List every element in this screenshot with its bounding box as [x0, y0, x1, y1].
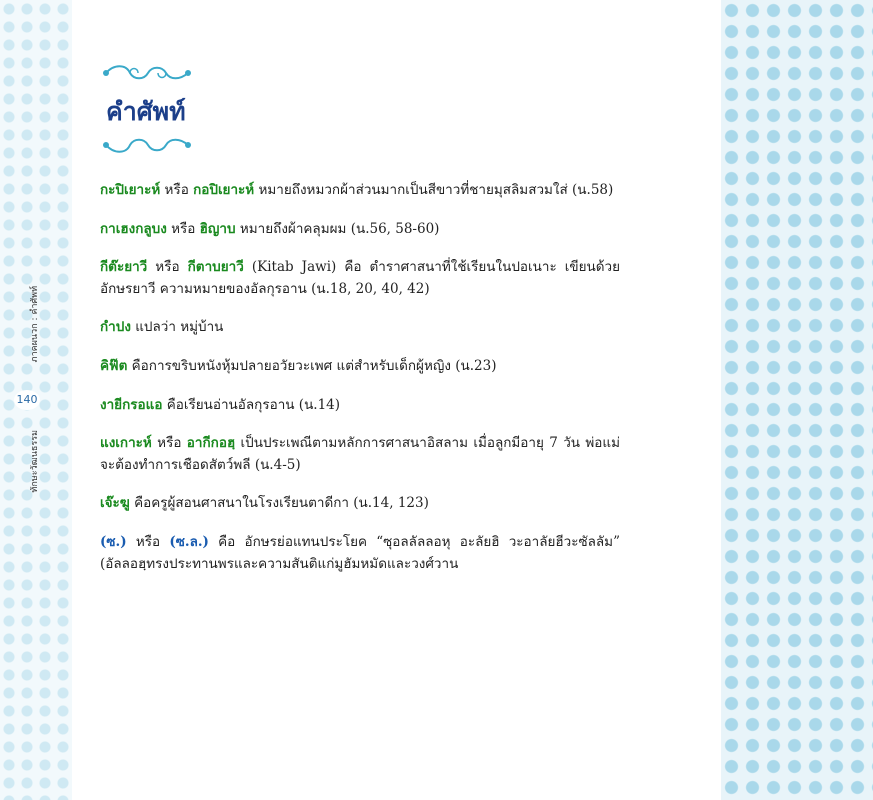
glossary-entry: [100, 532, 620, 575]
glossary-entry: [100, 180, 620, 202]
term: กำปง: [100, 319, 131, 336]
glossary-entry: [100, 493, 620, 515]
term-alt: อากีกอฮฺ: [186, 435, 236, 452]
definition: คือเรียนอ่านอัลกุรอาน (น.14): [162, 396, 341, 413]
term-separator: หรือ: [160, 182, 194, 198]
term-separator: หรือ: [147, 259, 188, 276]
term-separator: หรือ: [126, 533, 170, 550]
term: งายีกรอแอ: [100, 396, 163, 413]
definition: หมายถึงหมวกผ้าส่วนมากเป็นสีขาวที่ชายมุสลิมสวมใส่ (น.58): [254, 182, 614, 198]
definition: คือครูผู้สอนศาสนาในโรงเรียนตาดีกา (น.14, 123): [129, 495, 429, 512]
term-alt: กีตาบยาวี: [187, 259, 244, 276]
term: กีต๊ะยาวี: [100, 259, 148, 276]
term-separator: หรือ: [166, 220, 200, 237]
term: กะปิเยาะห์: [100, 182, 161, 198]
page-title: คำศัพท์: [106, 97, 186, 126]
definition: หมายถึงผ้าคลุมผม (น.56, 58-60): [235, 220, 440, 237]
pattern-fade: [683, 0, 723, 800]
glossary-entry: [100, 257, 620, 300]
ornament-bottom-icon: [100, 134, 196, 156]
glossary-entry: [100, 395, 620, 417]
term-alt: กอปิเยาะห์: [193, 182, 255, 198]
ornament-top-icon: [100, 62, 196, 84]
glossary-entry: [100, 219, 620, 241]
term: กาเฮงกลูบง: [100, 220, 167, 237]
page-number: 140: [14, 390, 40, 410]
term-alt: ฮิญาบ: [199, 220, 236, 237]
heading-block: [100, 62, 200, 162]
term: เจ๊ะฆู: [100, 495, 130, 512]
right-border-pattern: [721, 0, 873, 800]
glossary-entry: [100, 317, 620, 339]
glossary-entry: [100, 433, 620, 476]
term-alt: (ซ.ล.): [169, 533, 209, 550]
term: แงเกาะห์: [100, 435, 152, 452]
side-section-label: ภาคผนวก : คำศัพท์: [30, 286, 40, 363]
glossary-entry: [100, 356, 620, 378]
side-book-label: ทักษะวัฒนธรรม: [30, 430, 40, 493]
definition: คือ อักษรย่อแทนประโยค “ซุอลลัลลอหุ อะลัยฮิ วะอาลัยฮีวะซัลลัม” (อัลลอฮฺทรงประทานพรและความสันติแก่มูฮัมหมัดและวงศ์วาน: [100, 533, 620, 572]
definition: (Kitab Jawi) คือ ตำราศาสนาที่ใช้เรียนในปอเนาะ เขียนด้วยอักษรยาวี ความหมายของอัลกุรอาน (น.18, 20, 40, 42): [100, 259, 620, 297]
term-separator: หรือ: [151, 435, 187, 452]
definition: แปลว่า หมู่บ้าน: [130, 319, 224, 336]
definition: คือการขริบหนังหุ้มปลายอวัยวะเพศ แต่สำหรับเด็กผู้หญิง (น.23): [127, 357, 497, 374]
term: (ซ.): [100, 533, 127, 550]
definition: เป็นประเพณีตามหลักการศาสนาอิสลาม เมื่อลูกมีอายุ 7 วัน พ่อแม่จะต้องทำการเชือดสัตว์พลี (น.4-5): [100, 435, 620, 473]
glossary-list: [100, 180, 620, 592]
term: คิฟ๊ต: [100, 357, 128, 374]
